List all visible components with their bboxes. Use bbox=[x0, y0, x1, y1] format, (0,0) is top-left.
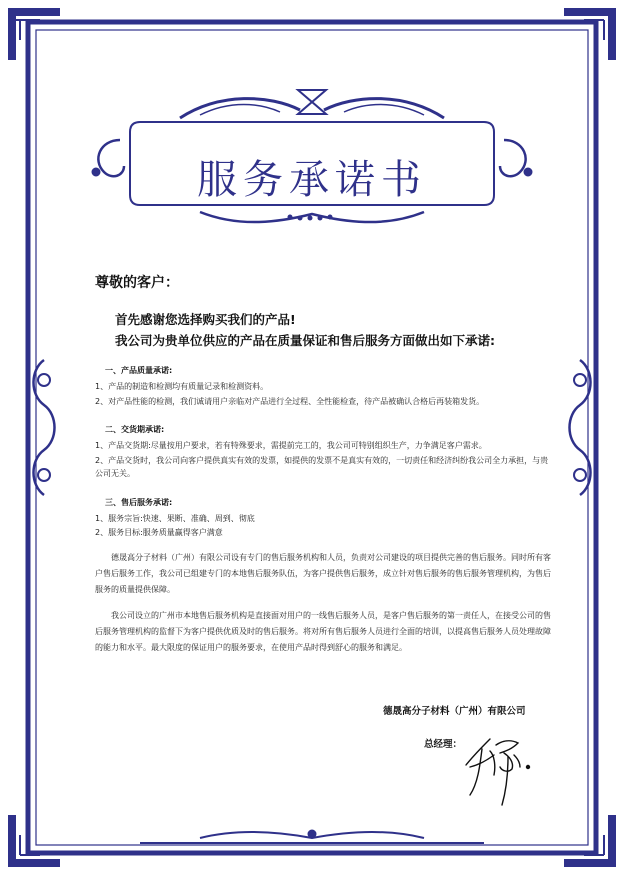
section-heading: 一、产品质量承诺: bbox=[105, 366, 173, 375]
body-paragraph: 德晟高分子材料（广州）有限公司设有专门的售后服务机构和人员，负责对公司建设的项目提供完善的售后服务。同时所有客户售后服务工作，我公司已组建专门的本地售后服务队伍，为客户提供售后服务，成立针对售后服务的售后服务管理机构，为售后服务的质量提供保障。 bbox=[95, 552, 551, 594]
section-item: 1、产品的制造和检测均有质量记录和检测资料。 bbox=[95, 382, 269, 391]
section-delivery bbox=[95, 424, 555, 481]
section-item: 2、服务目标:服务质量赢得客户满意 bbox=[95, 528, 223, 537]
section-item: 1、产品交货期:尽量按用户要求，若有特殊要求，需提前完工的，我公司可特别组织生产，力争满足客户需求。 bbox=[95, 441, 487, 450]
handwritten-signature bbox=[460, 725, 540, 810]
intro-line: 首先感谢您选择购买我们的产品! bbox=[115, 312, 296, 327]
intro bbox=[95, 310, 555, 349]
section-item: 2、对产品性能的检测，我们诚请用户亲临对产品进行全过程、全性能检查，待产品被确认合格后再装箱发货。 bbox=[95, 396, 485, 406]
section-item: 2、产品交货时，我公司向客户提供真实有效的发票，如提供的发票不是真实有效的，一切责任和经济纠纷我公司全力承担，与贵公司无关。 bbox=[95, 455, 549, 478]
section-after-sales bbox=[95, 497, 555, 540]
intro-line: 我公司为贵单位供应的产品在质量保证和售后服务方面做出如下承诺: bbox=[115, 333, 496, 348]
section-quality bbox=[95, 365, 555, 408]
body-paragraph: 我公司设立的广州市本地售后服务机构是直接面对用户的一线售后服务人员，是客户售后服务的第一责任人，在接受公司的售后服务管理机构的监督下为客户提供优质及时的售后服务。将对所有售后服务人员进行全面的培训，以提高售后服务人员处理故障的能力和水平。最大限度的保证用户的服务要求，在使用产品时得到舒心的服务和满足。 bbox=[95, 610, 551, 652]
document-title: 服务承诺书 bbox=[197, 157, 427, 203]
section-item: 1、服务宗旨:快速、果断、准确、周到、彻底 bbox=[95, 513, 255, 523]
section-heading: 三、售后服务承诺: bbox=[105, 497, 173, 507]
manager-label: 总经理： bbox=[424, 739, 463, 750]
greeting: 尊敬的客户： bbox=[95, 275, 179, 291]
section-heading: 二、交货期承诺: bbox=[105, 425, 165, 434]
letter-body bbox=[95, 272, 555, 656]
company-name: 德晟高分子材料（广州）有限公司 bbox=[383, 706, 526, 717]
